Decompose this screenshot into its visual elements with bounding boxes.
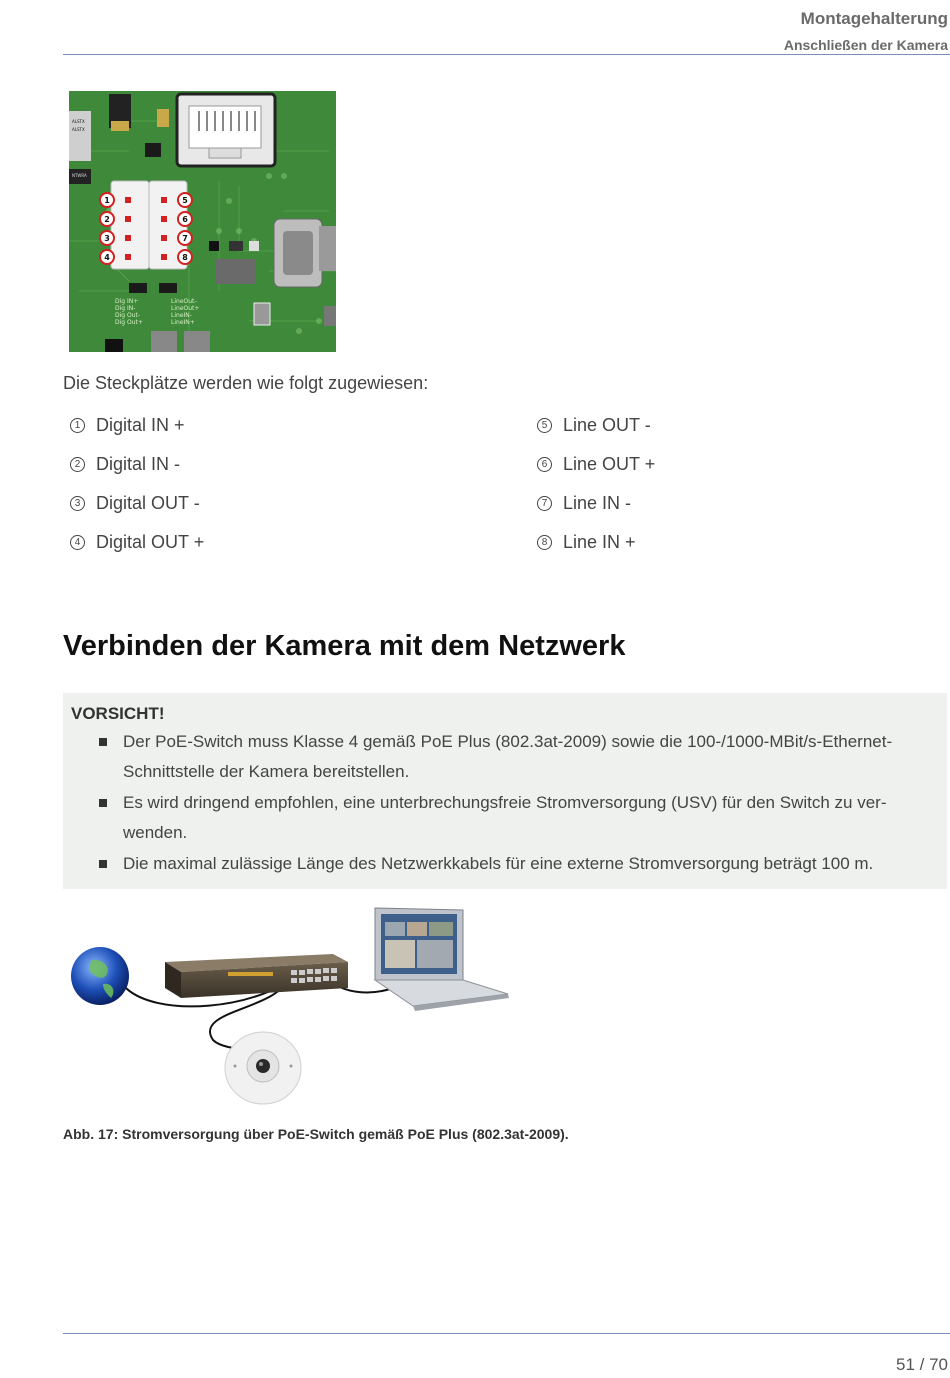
slot-label: Digital IN + [96,414,185,435]
slot-number: 8 [537,535,552,550]
chip-label-1: ALSTX [72,119,85,124]
pcb-marker-number: 2 [104,215,110,224]
pcb-marker-number: 8 [182,253,188,262]
header-section: Anschließen der Kamera [783,37,948,53]
slot-label: Digital IN - [96,453,181,474]
slot-item [63,490,200,516]
pcb-marker-number: 1 [104,196,110,205]
caution-item [97,727,927,787]
laptop-icon [375,908,509,1011]
slot-item [63,529,204,555]
slot-label: Line OUT + [563,453,656,474]
silk-right-1: LineOut- [171,298,197,305]
slot-item [530,451,655,477]
caution-item [97,788,927,848]
pcb-connector-image [69,91,336,352]
silk-right-2: LineOut+ [171,305,200,312]
network-diagram-image [63,900,523,1110]
slot-label: Digital OUT - [96,492,200,513]
figure-caption: Abb. 17: Stromversorgung über PoE-Switch gemäß PoE Plus (802.3at-2009). [63,1126,569,1142]
pcb-marker-number: 5 [182,196,188,205]
bullet-icon [99,860,107,868]
caution-item-text: Die maximal zulässige Länge des Netzwerkkabels für eine externe Stromversorgung beträgt 100 m. [123,854,874,873]
chip-label-3: NTWRA [72,173,87,178]
caution-box [63,693,947,889]
slot-item [63,412,185,438]
camera-icon [225,1032,301,1104]
slot-label: Line IN + [563,531,636,552]
silk-right-4: LineIN+ [171,319,195,326]
bullet-icon [99,738,107,746]
slot-item [530,490,631,516]
bullet-icon [99,799,107,807]
silk-left-3: Dig Out- [115,312,141,319]
silk-left-1: Dig IN+ [115,298,139,305]
slot-item [530,412,651,438]
slot-item [530,529,636,555]
running-header [784,8,948,56]
slot-label: Line IN - [563,492,632,513]
section-heading: Verbinden der Kamera mit dem Netzwerk [63,630,626,662]
caution-title: VORSICHT! [71,704,165,723]
footer-rule [63,1333,950,1334]
slot-number: 7 [537,496,552,511]
slot-number: 6 [537,457,552,472]
pcb-marker-number: 3 [104,234,110,243]
header-rule [63,54,950,55]
chip-label-2: ALSTX [72,127,85,132]
silk-left-2: Dig IN- [115,305,136,312]
pcb-marker-number: 6 [182,215,188,224]
slot-number: 1 [70,418,85,433]
caution-item-text: Es wird dringend empfohlen, eine unterbrechungsfreie Stromversorgung (USV) für den Switch zu verwenden. [123,793,887,842]
slot-number: 3 [70,496,85,511]
header-chapter: Montagehalterung [800,9,948,28]
caution-item-text: Der PoE-Switch muss Klasse 4 gemäß PoE Plus (802.3at-2009) sowie die 100-/1000-MBit/s-Ethernet-Schnittstelle der Kamera bereitstellen. [123,732,893,781]
slot-label: Line OUT - [563,414,651,435]
page-number: 51 / 70 [896,1355,948,1374]
pcb-marker-number: 7 [182,234,188,243]
slot-number: 4 [70,535,85,550]
slot-number: 5 [537,418,552,433]
pcb-marker-number: 4 [104,253,110,262]
slot-label: Digital OUT + [96,531,205,552]
slot-intro-text: Die Steckplätze werden wie folgt zugewiesen: [63,373,429,393]
slot-number: 2 [70,457,85,472]
slot-item [63,451,180,477]
silk-left-4: Dig Out+ [115,319,143,326]
poe-switch-icon [165,954,348,998]
caution-item [97,849,927,879]
caution-list [97,727,927,880]
silk-right-3: LineIN- [171,312,192,319]
globe-icon [71,947,129,1005]
